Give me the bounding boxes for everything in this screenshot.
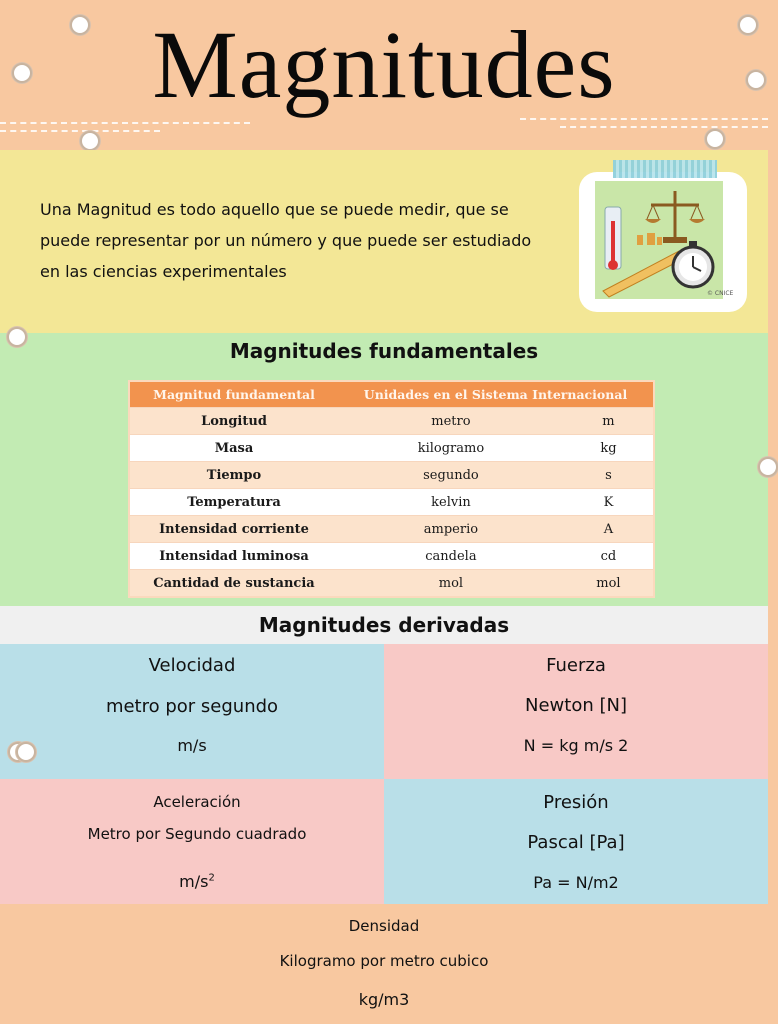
densidad-name: Densidad	[348, 917, 420, 935]
dashed-divider	[0, 122, 250, 124]
intro-text	[40, 194, 540, 287]
dashed-divider	[520, 118, 768, 120]
hole-decoration	[80, 131, 100, 151]
dashed-divider	[0, 130, 160, 132]
simbolo-cell: K	[564, 489, 654, 516]
aceleracion-formula-exponent: 2	[208, 872, 215, 884]
presion-unit: Pascal [Pa]	[527, 832, 625, 853]
measuring-instruments-icon	[595, 181, 734, 299]
column-header: Magnitud fundamental	[129, 381, 338, 408]
tape-decoration	[613, 160, 717, 178]
derivadas-title: Magnitudes derivadas	[258, 613, 510, 637]
page-title: Magnitudes	[152, 11, 616, 118]
magnitud-cell: Masa	[129, 435, 338, 462]
table-header-row	[129, 381, 654, 408]
simbolo-cell: s	[564, 462, 654, 489]
hole-decoration	[746, 70, 766, 90]
table-row	[129, 435, 654, 462]
fuerza-name: Fuerza	[546, 655, 606, 676]
simbolo-cell: kg	[564, 435, 654, 462]
hole-decoration	[12, 63, 32, 83]
magnitud-cell: Intensidad luminosa	[129, 543, 338, 570]
presion-formula: Pa = N/m2	[533, 873, 619, 892]
hole-decoration	[738, 15, 758, 35]
unidad-cell: kilogramo	[338, 435, 564, 462]
densidad-formula: kg/m3	[358, 990, 410, 1009]
fundamentales-title: Magnitudes fundamentales	[229, 339, 539, 363]
magnitud-cell: Temperatura	[129, 489, 338, 516]
velocidad-formula: m/s	[177, 736, 207, 755]
magnitud-cell: Tiempo	[129, 462, 338, 489]
hole-decoration	[705, 129, 725, 149]
aceleracion-formula-base: m/s	[179, 872, 209, 891]
unidad-cell: mol	[338, 570, 564, 598]
simbolo-cell: m	[564, 408, 654, 435]
magnitud-cell: Longitud	[129, 408, 338, 435]
simbolo-cell: A	[564, 516, 654, 543]
table-row	[129, 570, 654, 598]
presion-name: Presión	[543, 792, 609, 813]
fuerza-unit: Newton [N]	[525, 695, 627, 716]
aceleracion-unit: Metro por Segundo cuadrado	[87, 825, 307, 843]
unidad-cell: kelvin	[338, 489, 564, 516]
fundamentales-table	[128, 380, 655, 598]
magnitud-cell: Intensidad corriente	[129, 516, 338, 543]
unidad-cell: segundo	[338, 462, 564, 489]
table-row	[129, 543, 654, 570]
densidad-unit: Kilogramo por metro cubico	[279, 952, 489, 970]
table-row	[129, 462, 654, 489]
simbolo-cell: mol	[564, 570, 654, 598]
fuerza-formula: N = kg m/s 2	[523, 736, 629, 755]
unidad-cell: amperio	[338, 516, 564, 543]
hole-decoration	[758, 457, 778, 477]
illustration-caption: © CNICE	[707, 290, 734, 297]
column-header: Unidades en el Sistema Internacional	[338, 381, 654, 408]
dashed-divider	[560, 126, 768, 128]
magnitud-cell: Cantidad de sustancia	[129, 570, 338, 598]
table-row	[129, 489, 654, 516]
intro-line: Una Magnitud es todo aquello que se puede medir, que se	[40, 200, 509, 219]
intro-line: puede representar por un número y que puede ser estudiado	[40, 231, 532, 250]
unidad-cell: metro	[338, 408, 564, 435]
simbolo-cell: cd	[564, 543, 654, 570]
velocidad-unit: metro por segundo	[105, 696, 279, 717]
table-row	[129, 516, 654, 543]
unidad-cell: candela	[338, 543, 564, 570]
velocidad-name: Velocidad	[148, 655, 236, 676]
aceleracion-formula	[0, 872, 394, 891]
aceleracion-name: Aceleración	[153, 793, 241, 811]
table-row	[129, 408, 654, 435]
intro-line: en las ciencias experimentales	[40, 262, 287, 281]
hole-decoration	[70, 15, 90, 35]
